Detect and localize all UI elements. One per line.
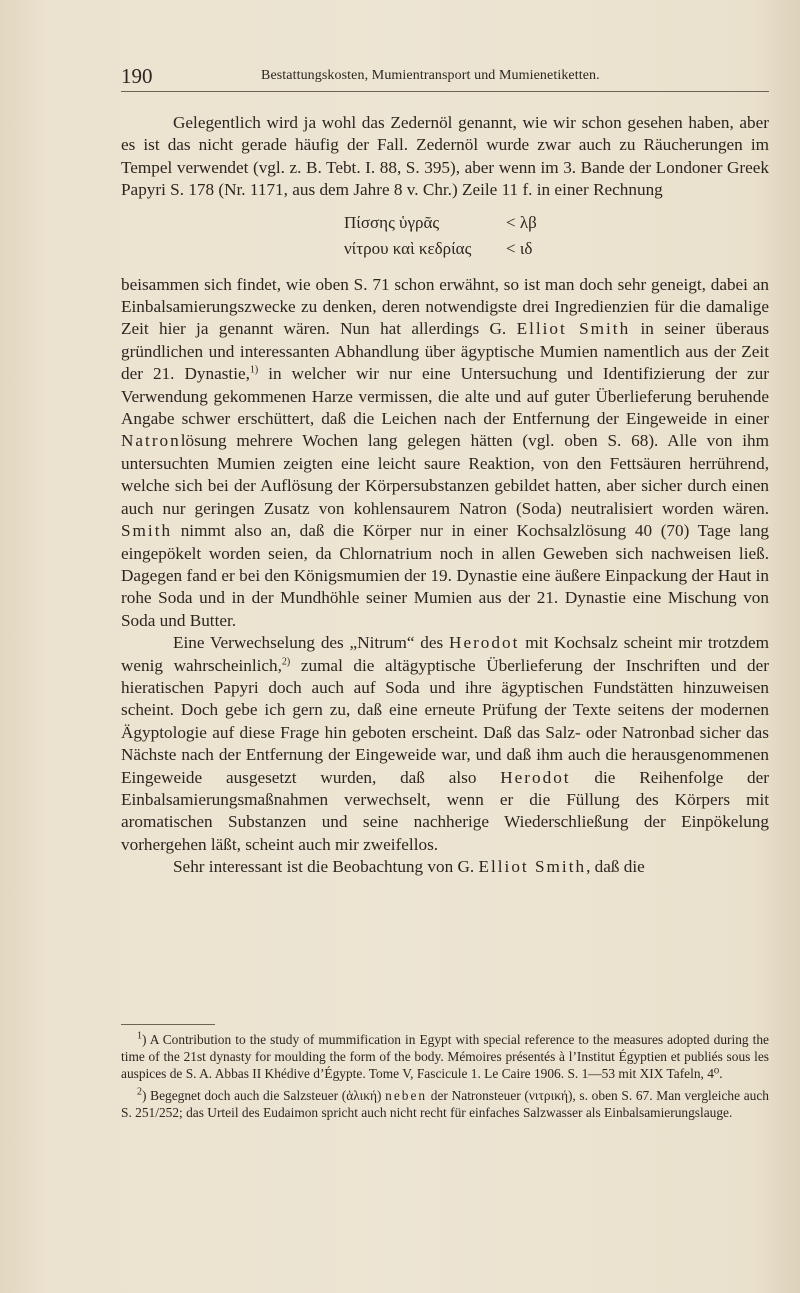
running-title: Bestattungskosten, Mumientransport und Mumienetiketten. [261,68,600,83]
footnote-mark: 2 [137,1086,142,1098]
author-name: Elliot Smith [516,319,631,339]
greek-quote-value-1: < λβ [506,212,537,232]
footnote-1 [121,1031,769,1083]
header-rule [121,91,769,92]
author-name: Herodot [449,633,520,653]
footnote-ref-number: 1 [249,364,255,376]
text-run: die Reihenfolge der Einbalsamierungsmaßnahmen verwechselt, wenn er die Füllung des Körpers mit aromatischen Substanzen und seine nachherige Wiederschließung der Einpökelung vorhergehen läßt, scheint auch mir zweifellos. [121,767,770,854]
footnote-text: ) A Contribution to the study of mummification in Egypt with special reference to the measures adopted during the time of the 21st dynasty for moulding the form of the body. Mémoires présentés à l’Institut Égyptien et publiés sous les auspices de S. A. Abbas II Khédive d’Égypte. Tome V, Fascicule 1. Le Caire 1906. S. 1—53 mit XIX Tafeln, 4⁰. [121,1032,769,1082]
greek-quote-line-1: Πίσσης ὑγρᾶς [344,212,440,232]
paragraph-1: Gelegentlich wird ja wohl das Zedernöl genannt, wie wir schon gesehen haben, aber es ist das nicht gerade häufig der Fall. Zedernöl wurde zwar auch zu Räucherungen im Tempel verwendet (vgl. z. B. Tebt. I. 88, S. 395), aber wenn im 3. Bande der Londoner Greek Papyri S. 178 (Nr. 1171, aus dem Jahre 8 v. Chr.) Zeile 11 f. in einer Rechnung [121,113,769,200]
footnote-text: ) Begegnet doch auch die Salzsteuer (ἁλική) [142,1087,382,1103]
footnote-mark: 1 [137,1030,142,1042]
paragraph-2 [121,274,769,633]
text-run: in seiner überaus gründlichen und interessanten Abhandlung über ägyptische Mumien namentlich aus der Zeit der 21. Dynastie, [121,319,770,384]
page-number: 190 [121,64,153,88]
footnote-ref[interactable]: 1) [249,364,259,376]
text-run: in welcher wir nur eine Untersuchung und Identifizierung der zur Verwendung gekommenen Harze vermissen, die alte und auf guter Überlieferung beruhende Angabe schwer erschüttert, daß die Leichen nach der Entfernung der Eingeweide in einer [121,364,770,429]
author-name: Elliot Smith [478,857,587,877]
greek-quote-value-2: < ιδ [506,238,533,258]
footnote-text: der Natronsteuer (νιτρική), s. oben S. 67. Man vergleiche auch S. 251/252; das Urteil des Eudaimon spricht auch nicht recht für einfaches Salzwasser als Einbalsamierungslauge. [121,1087,769,1120]
author-name: Smith [121,521,173,541]
main-text [121,112,769,879]
text-run: Eine Verwechselung des „Nitrum“ des [173,633,444,653]
footnotes [121,1031,769,1125]
paragraph-4 [121,856,769,878]
text-run: , daß die [586,857,645,877]
text-run: lösung mehrere Wochen lang gelegen hätten (vgl. oben S. 68). Alle von ihm untersuchten Mumien zeigten eine leicht saure Reaktion, von den Fettsäuren herrührend, welche sich bei der Auflösung der Körpersubstanzen gebildet hatten, aber sicher durch einen auch nur geringen Zusatz von kohlensaurem Natron (Soda) neutralisiert worden wären. [121,431,769,518]
text-run: zumal die altägyptische Überlieferung der Inschriften und der hieratischen Papyri doch auch auf Soda und ihre ägyptischen Fundstätten hinzuweisen scheint. Doch gebe ich gern zu, daß eine erneute Prüfung der Texte seitens der modernen Ägyptologie auf diese Frage hin geboten erscheint. Daß das Salz- oder Natronbad sicher das Nächste nach der Entfernung der Eingeweide war, und daß ihm auch die herausgenommenen Eingeweide ausgesetzt wurden, daß also [121,655,770,787]
greek-quote-line-2: νίτρου καὶ κεδρίας [344,238,472,258]
emphasized-word: Natron [121,431,181,451]
text-run: nimmt also an, daß die Körper nur in einer Kochsalzlösung 40 (70) Tage lang eingepökelt worden seien, da Chlornatrium noch in allen Geweben sich nachweisen ließ. Dagegen fand er bei den Königsmumien der 19. Dynastie eine äußere Einpackung der Haut in rohe Soda und in der Mundhöhle seiner Mumien aus der 21. Dynastie eine Mischung von Soda und Butter. [121,521,770,630]
text-run: Sehr interessant ist die Beobachtung von G. [173,857,475,877]
emphasized-word: neben [385,1087,428,1103]
footnote-ref-number: 2 [281,655,287,667]
paragraph-3 [121,632,769,856]
running-head [121,62,769,88]
footnote-rule [121,1024,215,1025]
text-run: beisammen sich findet, wie oben S. 71 schon erwähnt, so ist man doch sehr geneigt, dabei an Einbalsamierungszwecke zu denken, deren notwendigste drei Ingredienzien für die damalige Zeit hier ja genannt wären. Nun hat allerdings G. [121,274,769,339]
text-run: mit Kochsalz scheint mir trotzdem wenig wahrscheinlich, [121,633,769,675]
author-name: Herodot [500,767,571,787]
footnote-2 [121,1087,769,1121]
greek-quotation [121,210,769,266]
footnote-ref[interactable]: 2) [281,655,291,667]
